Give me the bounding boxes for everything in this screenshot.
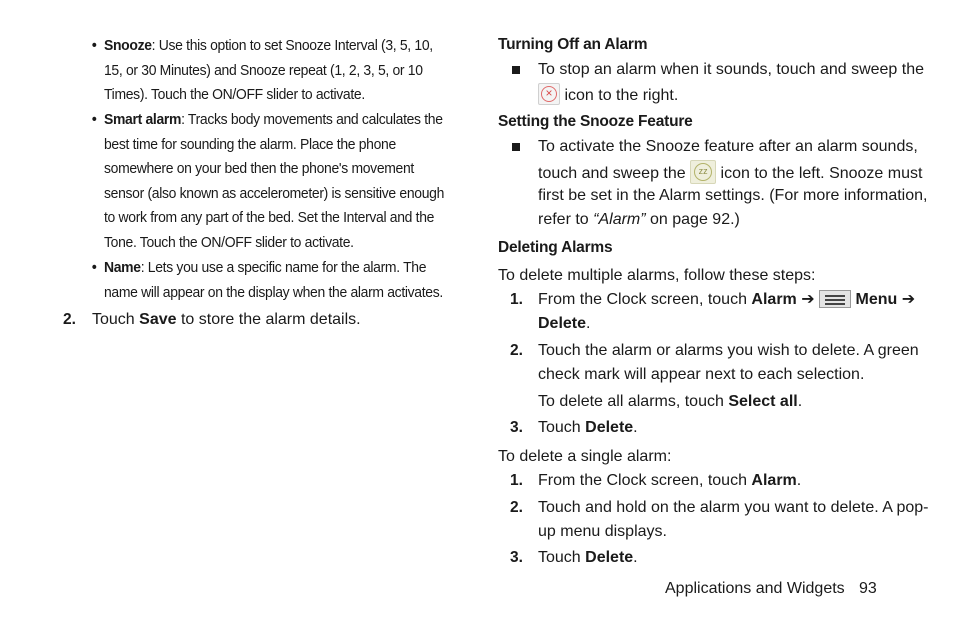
step-save: Touch Save to store the alarm details. (92, 311, 361, 328)
footer-page-number: 93 (859, 580, 877, 597)
intro-multiple: To delete multiple alarms, follow these steps: (498, 267, 816, 284)
alarm-page-link[interactable]: “Alarm” (593, 211, 646, 228)
heading-turning-off: Turning Off an Alarm (498, 36, 648, 53)
step-m1-line2: Delete. (538, 315, 591, 332)
step-s3: Touch Delete. (538, 549, 638, 566)
bullet-smart-alarm: • Smart alarm: Tracks body movements and calculates the best time for sounding the alarm. Place the phone somewhere on your bed then the phone's movement sensor (also known as accelerometer) is sensitive enough to work from any part of the bed. Set the Interval and the Tone. Touch the ON/OFF slider to activate. (91, 111, 445, 251)
step-number: 1. (510, 291, 523, 308)
step-s2-line1: Touch and hold on the alarm you want to delete. A pop- (538, 499, 929, 516)
heading-deleting-alarms: Deleting Alarms (498, 239, 613, 256)
step-s1: From the Clock screen, touch Alarm. (538, 472, 802, 489)
note-select-all: To delete all alarms, touch Select all. (538, 393, 803, 410)
arrow-icon: ➔ (901, 291, 916, 308)
step-s2-line2: up menu displays. (538, 523, 667, 540)
text-turning-off-1: To stop an alarm when it sounds, touch and sweep the (538, 61, 925, 78)
square-bullet (512, 143, 520, 151)
snooze-zz-icon: zz (690, 160, 716, 184)
step-number: 3. (510, 549, 523, 566)
bullet-name: • Name: Lets you use a specific name for the alarm. The name will appear on the display when the alarm activates. (91, 259, 443, 301)
text-snooze-2: touch and sweep the zz icon to the left. Snooze must (538, 160, 922, 186)
step-m2-line1: Touch the alarm or alarms you wish to delete. A green (538, 342, 919, 359)
step-number: 2. (63, 311, 76, 328)
text-turning-off-2: × icon to the right. (538, 83, 678, 108)
square-bullet (512, 66, 520, 74)
text-snooze-4: refer to “Alarm” on page 92.) (538, 211, 740, 228)
bullet-snooze: • Snooze: Use this option to set Snooze Interval (3, 5, 10, 15, or 30 Minutes) and Snooze repeat (1, 2, 3, 5, or 10 Times). Touch the ON/OFF slider to activate. (91, 37, 433, 103)
cancel-x-icon: × (538, 83, 560, 105)
step-number: 1. (510, 472, 523, 489)
text-snooze-1: To activate the Snooze feature after an alarm sounds, (538, 138, 918, 155)
menu-key-icon (819, 290, 851, 308)
arrow-icon: ➔ (801, 291, 815, 308)
step-m1-line1: From the Clock screen, touch Alarm ➔ Menu ➔ (538, 291, 916, 308)
step-number: 2. (510, 342, 523, 359)
step-number: 2. (510, 499, 523, 516)
step-m3: Touch Delete. (538, 419, 638, 436)
footer-section-title: Applications and Widgets (665, 580, 845, 597)
step-m2-line2: check mark will appear next to each selection. (538, 366, 865, 383)
heading-snooze-feature: Setting the Snooze Feature (498, 113, 693, 130)
step-number: 3. (510, 419, 523, 436)
intro-single: To delete a single alarm: (498, 448, 672, 465)
text-snooze-3: first be set in the Alarm settings. (For more information, (538, 187, 928, 204)
